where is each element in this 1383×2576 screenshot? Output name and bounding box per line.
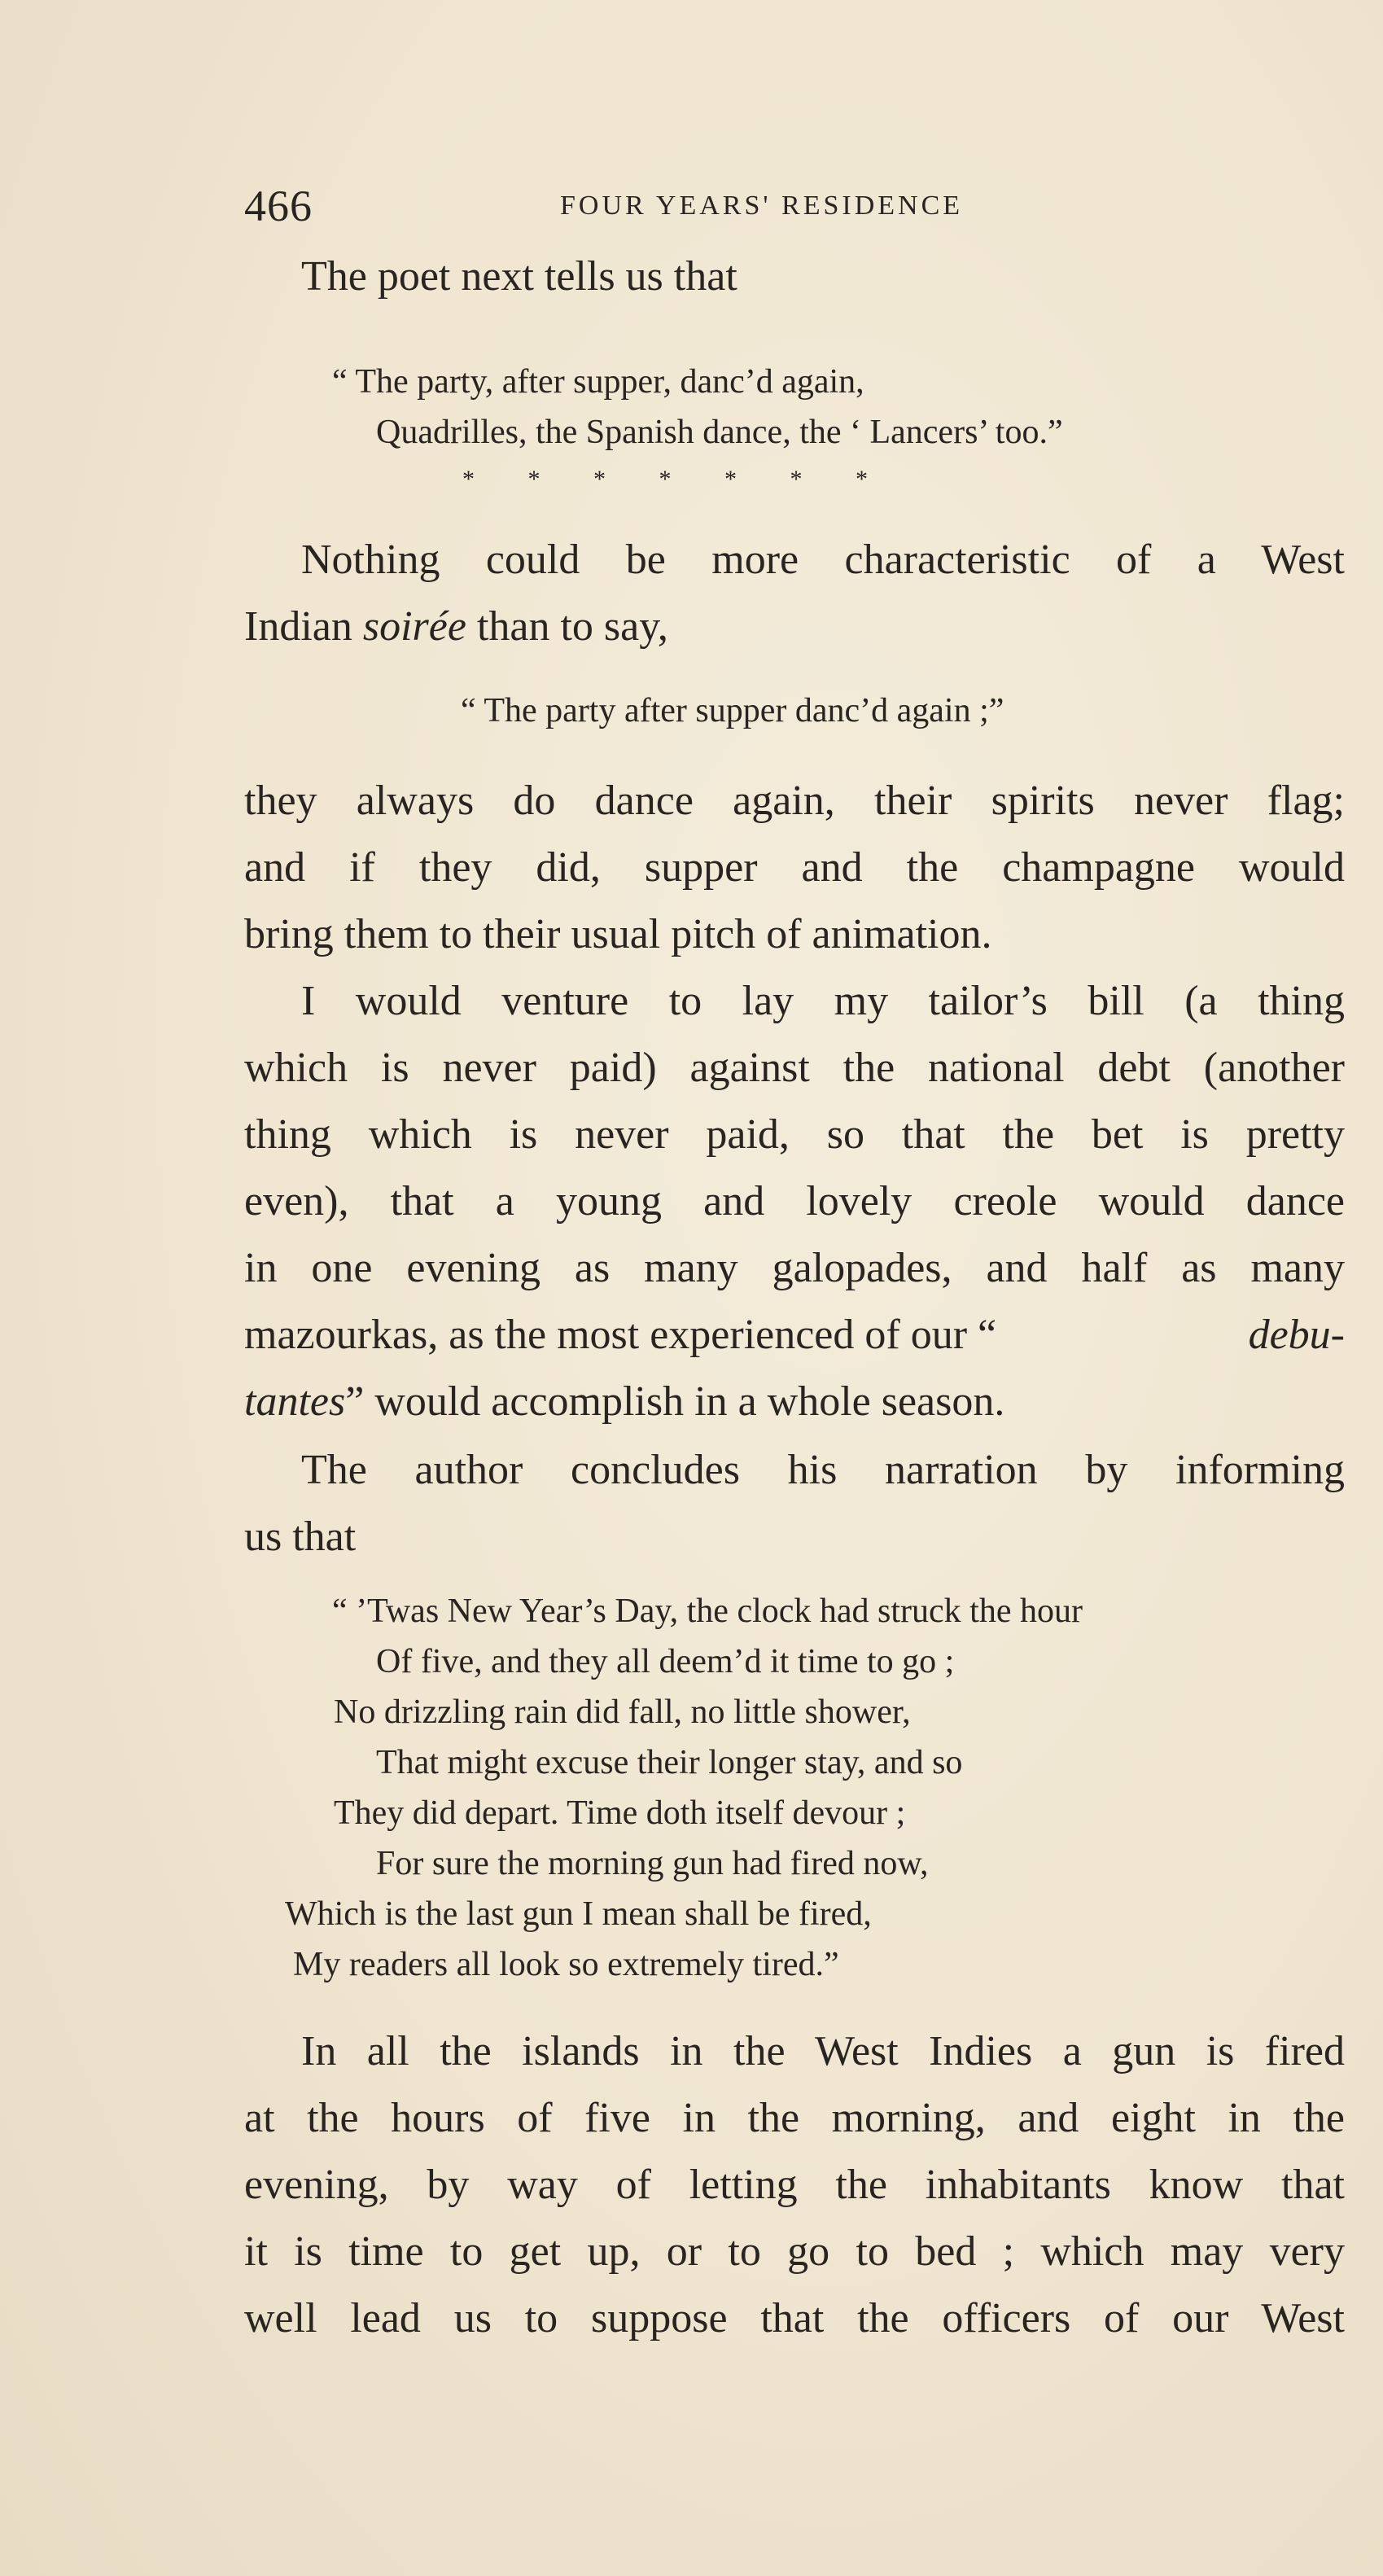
body-line: even), that a young and lovely creole would dance — [244, 1178, 1345, 1224]
body-line: they always do dance again, their spirits never flag; — [244, 778, 1345, 824]
body-text: Indian — [244, 603, 363, 650]
quote-line: “ The party after supper danc’d again ;” — [461, 692, 1004, 729]
body-line: In all the islands in the West Indies a gun is fired — [301, 2028, 1345, 2074]
body-text: than to say, — [466, 603, 668, 650]
page-header — [244, 181, 1074, 230]
verse-line: Of five, and they all deem’d it time to go ; — [376, 1643, 955, 1680]
running-head: FOUR YEARS' RESIDENCE — [560, 191, 964, 221]
italic-word: debu- — [1248, 1312, 1345, 1358]
italic-word: tantes — [244, 1378, 346, 1425]
body-line: it is time to get up, or to go to bed ; which may very — [244, 2228, 1345, 2275]
verse-line: Which is the last gun I mean shall be fired, — [285, 1895, 872, 1933]
intro-line: The poet next tells us that — [301, 253, 737, 300]
body-text: mazourkas, as the most experienced of our “ — [244, 1312, 997, 1358]
verse-line: That might excuse their longer stay, and so — [376, 1744, 963, 1781]
body-text: ” would accomplish in a whole season. — [345, 1378, 1005, 1425]
body-line — [244, 1303, 1345, 1368]
verse-line: “ The party, after supper, danc’d again, — [332, 363, 864, 401]
verse-line: My readers all look so extremely tired.” — [293, 1946, 839, 1983]
body-line: well lead us to suppose that the officers of our West — [244, 2295, 1345, 2342]
body-line: and if they did, supper and the champagne would — [244, 844, 1345, 891]
verse-line: For sure the morning gun had fired now, — [376, 1845, 929, 1882]
body-line: Nothing could be more characteristic of a West — [301, 537, 1345, 583]
italic-word: soirée — [362, 603, 466, 650]
verse-line: They did depart. Time doth itself devour ; — [334, 1794, 906, 1832]
asterisk-divider — [462, 466, 868, 493]
body-line: in one evening as many galopades, and half as many — [244, 1245, 1345, 1291]
body-line: I would venture to lay my tailor’s bill (a thing — [301, 978, 1345, 1024]
asterisk-divider-text: * * * * * * * — [462, 466, 868, 493]
body-line: evening, by way of letting the inhabitants know that — [244, 2162, 1345, 2208]
body-line: thing which is never paid, so that the bet is pretty — [244, 1111, 1345, 1158]
body-line: us that — [244, 1514, 357, 1560]
body-line: bring them to their usual pitch of animation. — [244, 911, 992, 957]
page-number: 466 — [244, 182, 313, 230]
body-line — [244, 594, 668, 659]
verse-line: “ ’Twas New Year’s Day, the clock had struck the hour — [332, 1592, 1083, 1630]
body-line: The author concludes his narration by informing — [301, 1447, 1345, 1493]
body-line — [244, 1369, 1004, 1435]
verse-line: No drizzling rain did fall, no little shower, — [334, 1693, 911, 1731]
verse-line: Quadrilles, the Spanish dance, the ‘ Lancers’ too.” — [376, 414, 1063, 451]
body-line: which is never paid) against the national debt (another — [244, 1045, 1345, 1091]
body-line: at the hours of five in the morning, and eight in the — [244, 2095, 1345, 2141]
